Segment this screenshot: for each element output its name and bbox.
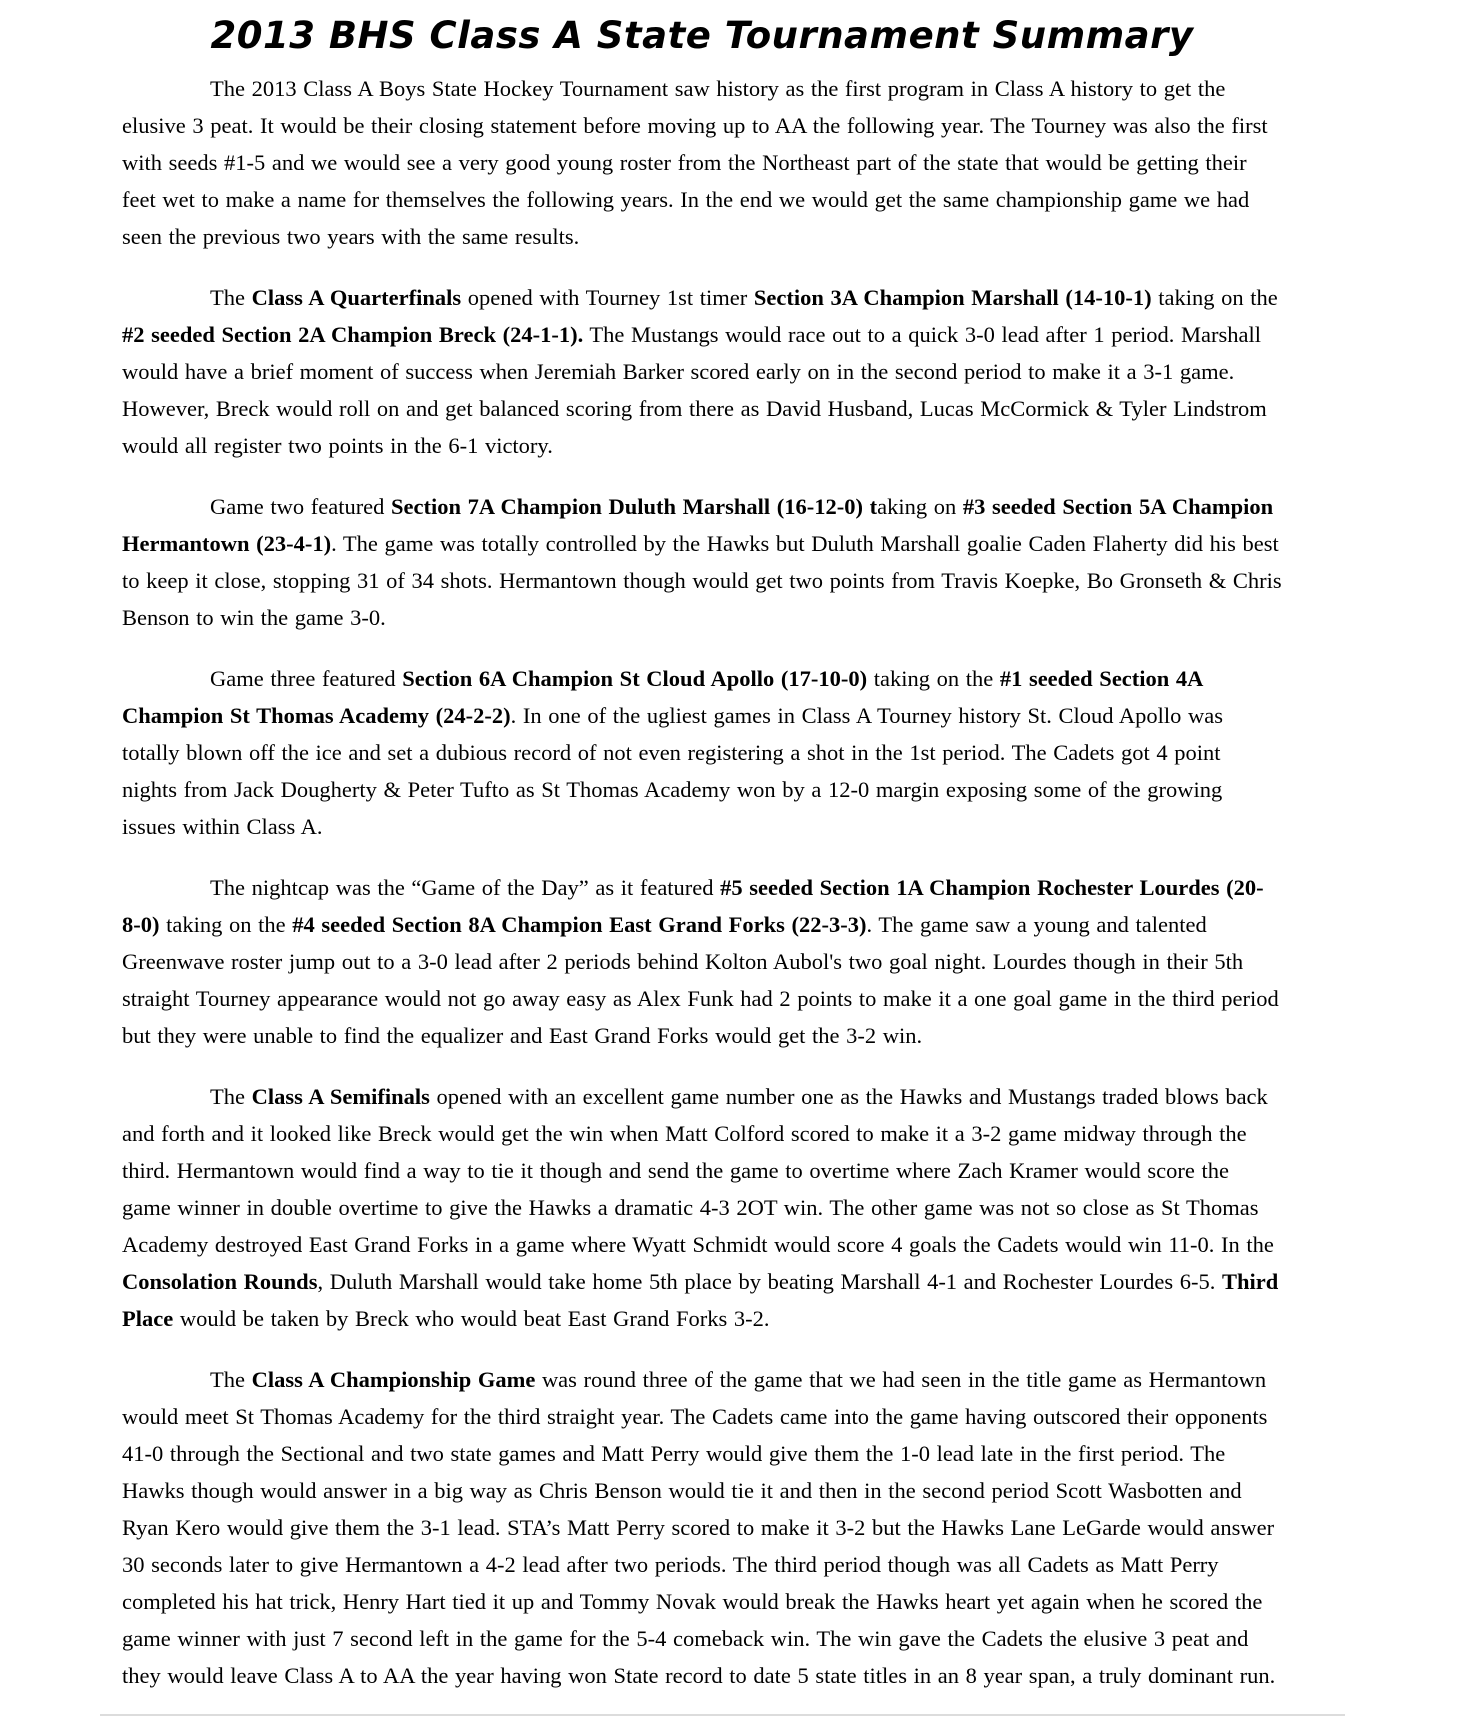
text-segment: opened with an excellent game number one as the Hawks and Mustangs traded blows back and forth and it looked like Breck would get the win when Matt Colford scored to make it a 3-2 game midway through the third. Hermantown would find a way to tie it though and send the game to overtime where Zach Kramer would score the game winner in double overtime to give the Hawks a dramatic 4-3 2OT win. The other game was not so close as St Thomas Academy destroyed East Grand Forks in a game where Wyatt Schmidt would score 4 goals the Cadets would win 11-0. In the [122, 1084, 1274, 1257]
text-segment: aking on [877, 494, 963, 519]
text-segment: The 2013 Class A Boys State Hockey Tournament saw history as the first program in Class A history to get the elusive 3 peat. It would be their closing statement before moving up to AA the following year. The Tourney was also the first with seeds #1-5 and we would see a very good young roster from the Northeast part of the state that would be getting their feet wet to make a name for themselves the following years. In the end we would get the same championship game we had seen the previous two years with the same results. [122, 76, 1268, 249]
text-segment: Game three featured [210, 666, 403, 691]
text-segment: opened with Tourney 1st timer [461, 285, 754, 310]
bold-text-segment: Section 6A Champion St Cloud Apollo (17-10-0) [402, 666, 868, 691]
bold-text-segment: #3 seeded Section 5A Champion Hermantown (23-4-1) [122, 494, 1274, 556]
bold-text-segment: Class A Semifinals [251, 1084, 430, 1109]
paragraph [122, 70, 1282, 255]
text-segment: The Mustangs would race out to a quick 3-0 lead after 1 period. Marshall would have a brief moment of success when Jeremiah Barker scored early on in the second period to make it a 3-1 game. However, Breck would roll on and get balanced scoring from there as David Husband, Lucas McCormick & Tyler Lindstrom would all register two points in the 6-1 victory. [122, 322, 1267, 458]
text-segment: would be taken by Breck who would beat East Grand Forks 3-2. [173, 1306, 770, 1331]
paragraph [122, 869, 1282, 1054]
paragraph [122, 660, 1282, 845]
bold-text-segment: Consolation Rounds [122, 1269, 318, 1294]
bold-text-segment: #1 seeded Section 4A Champion St Thomas Academy (24-2-2) [122, 666, 1203, 728]
bold-text-segment: Class A Quarterfinals [251, 285, 462, 310]
text-segment: . The game saw a young and talented Greenwave roster jump out to a 3-0 lead after 2 periods behind Kolton Aubol's two goal night. Lourdes though in their 5th straight Tourney appearance would not go away easy as Alex Funk had 2 points to make it a one goal game in the third period but they were unable to find the equalizer and East Grand Forks would get the 3-2 win. [122, 912, 1279, 1048]
bold-text-segment: Section 7A Champion Duluth Marshall (16-12-0) t [391, 494, 878, 519]
paragraph [122, 279, 1282, 464]
paragraph [122, 1361, 1282, 1694]
bottom-divider [100, 1714, 1345, 1716]
bold-text-segment: #5 seeded Section 1A Champion Rochester Lourdes (20-8-0) [122, 875, 1264, 937]
bold-text-segment: Third Place [122, 1269, 1279, 1331]
text-segment: was round three of the game that we had seen in the title game as Hermantown would meet St Thomas Academy for the third straight year. The Cadets came into the game having outscored their opponents 41-0 through the Sectional and two state games and Matt Perry would give them the 1-0 lead late in the first period. The Hawks though would answer in a big way as Chris Benson would tie it and then in the second period Scott Wasbotten and Ryan Kero would give them the 3-1 lead. STA’s Matt Perry scored to make it 3-2 but the Hawks Lane LeGarde would answer 30 seconds later to give Hermantown a 4-2 lead after two periods. The third period though was all Cadets as Matt Perry completed his hat trick, Henry Hart tied it up and Tommy Novak would break the Hawks heart yet again when he scored the game winner with just 7 second left in the game for the 5-4 comeback win. The win gave the Cadets the elusive 3 peat and they would leave Class A to AA the year having won State record to date 5 state titles in an 8 year span, a truly dominant run. [122, 1367, 1276, 1688]
paragraph [122, 488, 1282, 636]
text-segment: The [210, 1367, 252, 1392]
bold-text-segment: #4 seeded Section 8A Champion East Grand Forks (22-3-3) [292, 912, 867, 937]
page-title: 2013 BHS Class A State Tournament Summary [210, 14, 1194, 57]
bold-text-segment: Section 3A Champion Marshall (14-10-1) [753, 285, 1152, 310]
text-segment: taking on the [159, 912, 293, 937]
bold-text-segment: Class A Championship Game [251, 1367, 536, 1392]
document-content [122, 14, 1282, 1694]
text-segment: taking on the [1151, 285, 1278, 310]
document-body [122, 70, 1282, 1694]
text-segment: . The game was totally controlled by the Hawks but Duluth Marshall goalie Caden Flaherty did his best to keep it close, stopping 31 of 34 shots. Hermantown though would get two points from Travis Koepke, Bo Gronseth & Chris Benson to win the game 3-0. [122, 531, 1282, 630]
text-segment: , Duluth Marshall would take home 5th place by beating Marshall 4-1 and Rochester Lourdes 6-5. [317, 1269, 1222, 1294]
text-segment: The nightcap was the “Game of the Day” as it featured [210, 875, 721, 900]
text-segment: The [210, 1084, 252, 1109]
text-segment: taking on the [867, 666, 1000, 691]
text-segment: . In one of the ugliest games in Class A Tourney history St. Cloud Apollo was totally blown off the ice and set a dubious record of not even registering a shot in the 1st period. The Cadets got 4 point nights from Jack Dougherty & Peter Tufto as St Thomas Academy won by a 12-0 margin exposing some of the growing issues within Class A. [122, 703, 1223, 839]
text-segment: The [210, 285, 252, 310]
text-segment: Game two featured [210, 494, 392, 519]
bold-text-segment: #2 seeded Section 2A Champion Breck (24-1-1). [122, 322, 584, 347]
paragraph [122, 1078, 1282, 1337]
